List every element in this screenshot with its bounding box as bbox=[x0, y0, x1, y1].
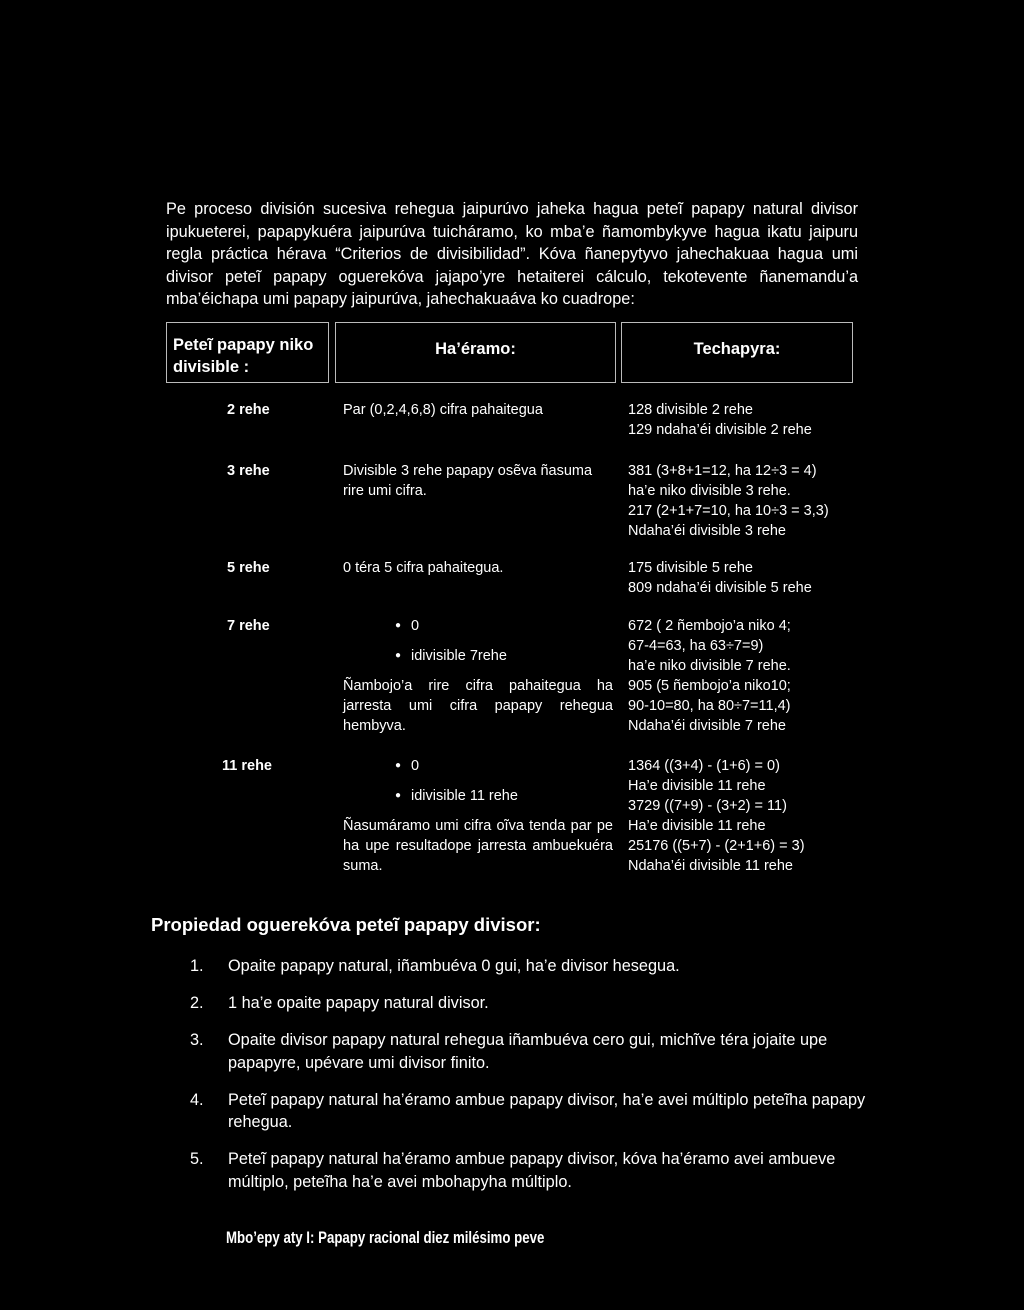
example-line: Ndaha’éi divisible 3 rehe bbox=[628, 523, 786, 539]
example-line: Ndaha’éi divisible 7 rehe bbox=[628, 718, 786, 734]
example-line: 672 ( 2 ñembojo’a niko 4; bbox=[628, 618, 791, 634]
row-label-5: 5 rehe bbox=[227, 560, 270, 576]
item-text: Peteĩ papapy natural ha’éramo ambue papapy divisor, kóva ha’éramo avei ambueve múltiplo, peteĩha ha’e avei mbohapyha múltiplo. bbox=[228, 1150, 836, 1191]
page-footer: Mbo’epy aty I: Papapy racional diez milésimo peve bbox=[226, 1228, 545, 1247]
list-item bbox=[190, 955, 880, 978]
item-number: 4. bbox=[190, 1090, 204, 1109]
bullet-icon: ● bbox=[394, 760, 402, 771]
item-number: 2. bbox=[190, 994, 204, 1013]
example-line: 175 divisible 5 rehe bbox=[628, 560, 753, 576]
row-label-7: 7 rehe bbox=[227, 618, 270, 634]
header-condition: Ha’éramo: bbox=[335, 322, 616, 383]
example-line: 129 ndaha’éi divisible 2 rehe bbox=[628, 422, 812, 438]
example-line: Ha’e divisible 11 rehe bbox=[628, 818, 766, 834]
example-line: 128 divisible 2 rehe bbox=[628, 402, 753, 418]
item-text: 1 ha’e opaite papapy natural divisor. bbox=[228, 994, 489, 1013]
example-line: 1364 ((3+4) - (1+6) = 0) bbox=[628, 758, 780, 774]
bullet-icon: ● bbox=[394, 790, 402, 801]
list-item bbox=[190, 992, 880, 1015]
example-line: 67-4=63, ha 63÷7=9) bbox=[628, 638, 764, 654]
example-line: 905 (5 ñembojo’a niko10; bbox=[628, 678, 791, 694]
row-examples-2 bbox=[628, 400, 812, 440]
row-condition-3: Divisible 3 rehe papapy osẽva ñasuma rire umi cifra. bbox=[343, 463, 593, 499]
row-condition-11: Ñasumáramo umi cifra oĩva tenda par pe ha upe resultadope jarresta ambuekuéra suma. bbox=[343, 818, 613, 874]
bullet-text: idivisible 11 rehe bbox=[411, 788, 518, 804]
bullet-icon: ● bbox=[394, 650, 402, 661]
example-line: 25176 ((5+7) - (2+1+6) = 3) bbox=[628, 838, 805, 854]
list-item bbox=[190, 1089, 880, 1134]
row-condition-2: Par (0,2,4,6,8) cifra pahaitegua bbox=[343, 402, 543, 418]
bullet-text: 0 bbox=[411, 618, 420, 634]
row-label-3: 3 rehe bbox=[227, 463, 270, 479]
header-divisible-by: Peteĩ papapy niko divisible : bbox=[166, 322, 329, 383]
row-condition-7: Ñambojo’a rire cifra pahaitegua ha jarresta umi cifra papapy rehegua hembyva. bbox=[343, 678, 613, 734]
list-item bbox=[190, 1148, 880, 1193]
item-number: 3. bbox=[190, 1031, 204, 1050]
example-line: ha’e niko divisible 3 rehe. bbox=[628, 483, 791, 499]
row-label-2: 2 rehe bbox=[227, 402, 270, 418]
bullet-text: 0 bbox=[411, 758, 420, 774]
row-examples-11 bbox=[628, 756, 805, 876]
example-line: Ha’e divisible 11 rehe bbox=[628, 778, 766, 794]
item-text: Opaite divisor papapy natural rehegua iñambuéva cero gui, michĩve téra jojaite upe papapyre, upévare umi divisor finito. bbox=[228, 1031, 828, 1072]
item-text: Opaite papapy natural, iñambuéva 0 gui, ha’e divisor hesegua. bbox=[228, 957, 680, 975]
example-line: 3729 ((7+9) - (3+2) = 11) bbox=[628, 798, 787, 814]
bullet-icon: ● bbox=[394, 620, 402, 631]
item-number: 1. bbox=[190, 957, 204, 975]
example-line: 217 (2+1+7=10, ha 10÷3 = 3,3) bbox=[628, 503, 829, 519]
bullet-text: idivisible 7rehe bbox=[411, 648, 507, 664]
example-line: 809 ndaha’éi divisible 5 rehe bbox=[628, 580, 812, 596]
row-label-11: 11 rehe bbox=[222, 758, 272, 774]
example-line: 90-10=80, ha 80÷7=11,4) bbox=[628, 698, 791, 714]
row-examples-7 bbox=[628, 616, 791, 736]
example-line: 381 (3+8+1=12, ha 12÷3 = 4) bbox=[628, 463, 817, 479]
row-condition-5: 0 téra 5 cifra pahaitegua. bbox=[343, 560, 504, 576]
row-bullets-11 bbox=[385, 756, 518, 806]
item-number: 5. bbox=[190, 1150, 204, 1169]
item-text: Peteĩ papapy natural ha’éramo ambue papapy divisor, ha’e avei múltiplo peteĩha papapy rehegua. bbox=[228, 1090, 866, 1132]
intro-paragraph: Pe proceso división sucesiva rehegua jaipurúvo jaheka hagua peteĩ papapy natural divisor ipukueterei, papapykuéra jaipurúva tuicháramo, ko mba’e ñamombykyve hagua ikatu jaipuru regla práctica hérava “Criterios de divisibilidad”. Kóva ñanepytyvo jahechakuaa hagua umi divisor peteĩ papapy oguerekóva jajapo’yre hetaiterei cálculo, tekotevente ñanemandu’a mba’éichapa umi papapy jaipurúva, jahechakuaáva ko cuadrope: bbox=[166, 200, 858, 309]
example-line: Ndaha’éi divisible 11 rehe bbox=[628, 858, 793, 874]
properties-title: Propiedad oguerekóva peteĩ papapy divisor: bbox=[151, 914, 541, 935]
row-bullets-7 bbox=[385, 616, 507, 666]
header-example: Techapyra: bbox=[621, 322, 853, 383]
properties-list bbox=[190, 955, 880, 1208]
example-line: ha’e niko divisible 7 rehe. bbox=[628, 658, 791, 674]
row-examples-5 bbox=[628, 558, 812, 598]
list-item bbox=[190, 1029, 880, 1074]
row-examples-3 bbox=[628, 461, 829, 541]
